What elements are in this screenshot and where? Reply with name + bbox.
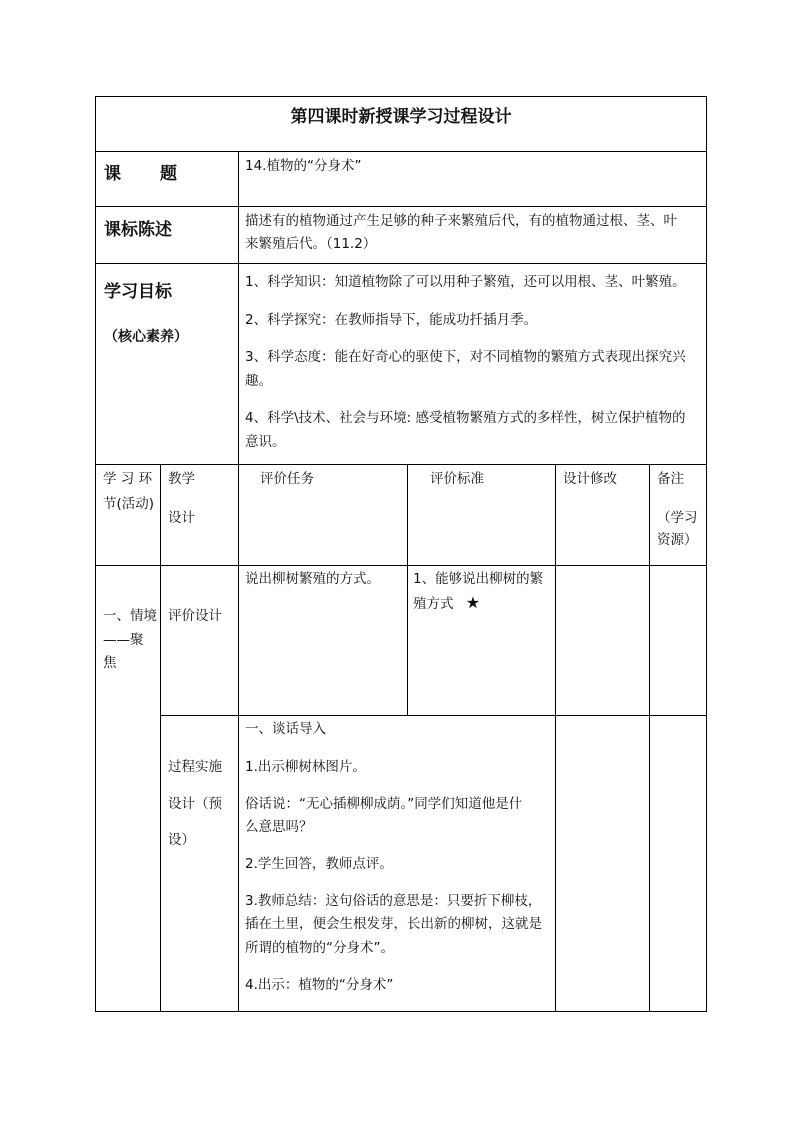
table-border-bottom <box>95 1011 707 1012</box>
standard-text-line2: 来繁殖后代。（11.2） <box>245 236 377 252</box>
col-divider <box>238 151 239 465</box>
page-title: 第四课时新授课学习过程设计 <box>290 107 512 127</box>
eval-standard-line2 <box>413 591 480 616</box>
standard-text-line1: 描述有的植物通过产生足够的种子来繁殖后代，有的植物通过根、茎、叶 <box>245 213 677 229</box>
header-design-line1: 教学 <box>168 471 195 487</box>
table-border-right <box>706 96 707 1012</box>
process-step-3-line2: 插在土里，便会生根发芽，长出新的柳树，这就是 <box>245 916 542 932</box>
goal-item-4-line2: 意识。 <box>245 434 286 450</box>
star-icon: ★ <box>465 593 481 612</box>
topic-value: 14.植物的“分身术” <box>245 158 362 174</box>
header-eval-standard: 评价标准 <box>430 471 484 487</box>
process-step-intro: 一、谈话导入 <box>245 721 326 737</box>
eval-design-label: 评价设计 <box>168 608 222 624</box>
process-label-line2: 设计（预 <box>168 796 222 812</box>
col-divider <box>407 464 408 716</box>
header-stage-line2: 节(活动) <box>103 496 155 512</box>
process-step-3-line1: 3.教师总结：这句俗话的意思是：只要折下柳枝， <box>245 893 542 909</box>
header-eval-task: 评价任务 <box>260 471 314 487</box>
row-divider <box>95 151 707 152</box>
goal-item-3-line1: 3、科学态度：能在好奇心的驱使下，对不同植物的繁殖方式表现出探究兴 <box>245 349 686 365</box>
table-border-left <box>95 96 96 1012</box>
goals-sublabel: （核心素养） <box>104 329 188 345</box>
col-divider <box>238 464 239 1012</box>
header-notes-line1: 备注 <box>657 471 684 487</box>
process-proverb-line2: 么意思吗？ <box>245 819 313 835</box>
header-revision: 设计修改 <box>563 471 617 487</box>
standard-label: 课标陈述 <box>104 220 172 240</box>
row-divider <box>95 565 707 566</box>
process-label-line1: 过程实施 <box>168 759 222 775</box>
goals-label: 学习目标 <box>104 282 172 302</box>
eval-standard-line2-text: 殖方式 <box>413 596 454 612</box>
topic-label-part1: 课 <box>104 164 121 184</box>
goal-item-1: 1、科学知识：知道植物除了可以用种子繁殖，还可以用根、茎、叶繁殖。 <box>245 274 686 290</box>
goal-item-4-line1: 4、科学\技术、社会与环境: 感受植物繁殖方式的多样性，树立保护植物的 <box>245 410 686 426</box>
goal-item-2: 2、科学探究：在教师指导下，能成功扦插月季。 <box>245 312 538 328</box>
process-step-2: 2.学生回答，教师点评。 <box>245 856 393 872</box>
header-design-line2: 设计 <box>168 510 195 526</box>
col-divider <box>649 464 650 1012</box>
header-notes-line2: （学习 <box>657 510 698 526</box>
process-step-4: 4.出示：植物的“分身术” <box>245 977 394 993</box>
row-divider <box>95 464 707 465</box>
stage-label-line3: 焦 <box>103 655 117 671</box>
table-border-top <box>95 96 707 97</box>
process-step-3-line3: 所谓的植物的“分身术”。 <box>245 940 394 956</box>
process-proverb-line1: 俗话说：“无心插柳柳成荫。”同学们知道他是什 <box>245 796 523 812</box>
stage-label-line2: ——聚 <box>103 632 144 648</box>
process-step-1: 1.出示柳树林图片。 <box>245 759 366 775</box>
header-stage-line1: 学 习 环 <box>103 471 153 487</box>
process-label-line3: 设） <box>168 832 195 848</box>
eval-task-text: 说出柳树繁殖的方式。 <box>245 571 380 587</box>
row-divider <box>95 263 707 264</box>
stage-label-line1: 一、情境 <box>103 608 157 624</box>
col-divider <box>160 464 161 1012</box>
row-divider <box>95 206 707 207</box>
eval-standard-line1: 1、能够说出柳树的繁 <box>413 571 544 587</box>
row-divider <box>160 715 707 716</box>
topic-label-part2: 题 <box>160 164 177 184</box>
header-notes-line3: 资源） <box>657 532 698 548</box>
goal-item-3-line2: 趣。 <box>245 373 272 389</box>
col-divider <box>555 464 556 1012</box>
